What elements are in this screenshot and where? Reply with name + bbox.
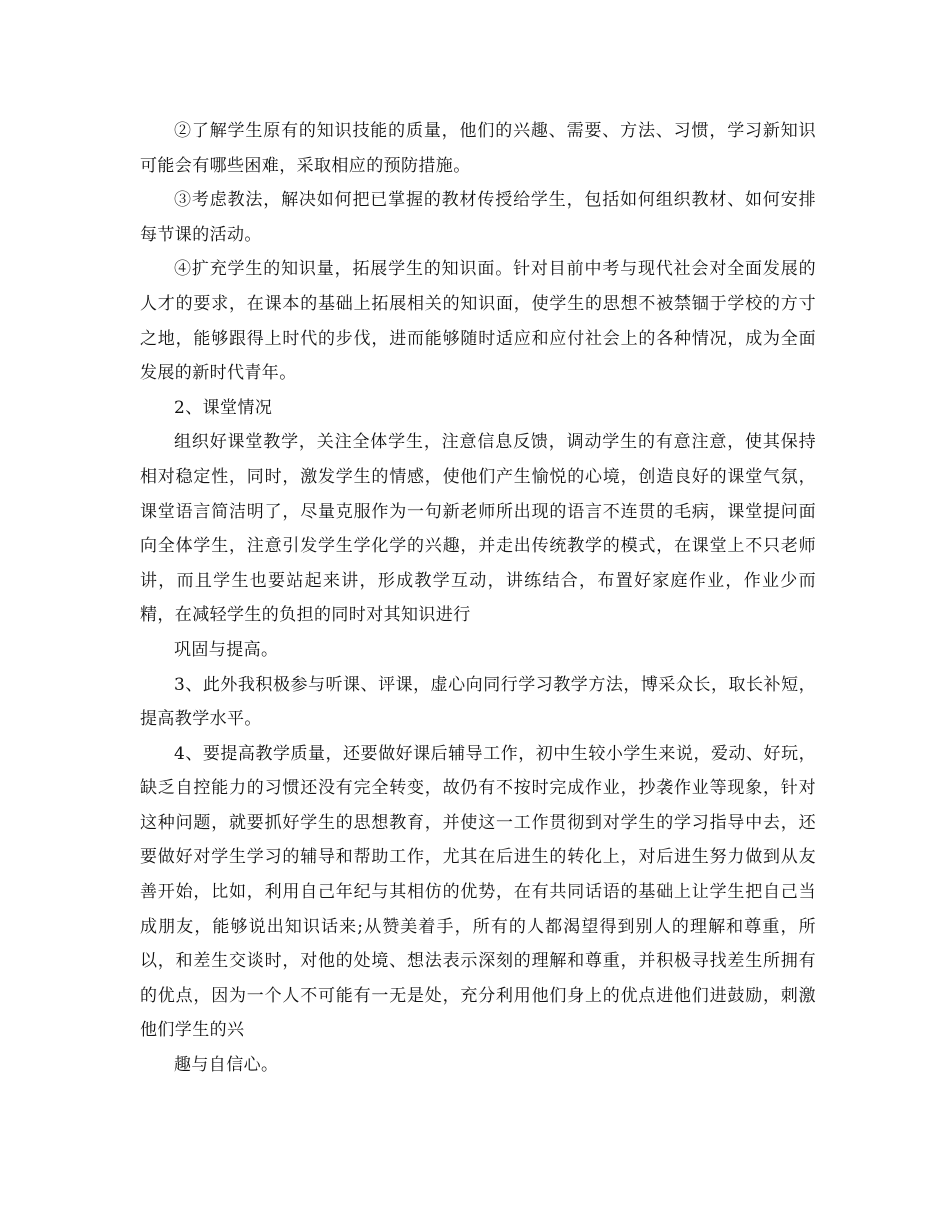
document-body bbox=[140, 114, 816, 1083]
paragraph-understand-students: ②了解学生原有的知识技能的质量，他们的兴趣、需要、方法、习惯，学习新知识可能会有哪些困难，采取相应的预防措施。 bbox=[140, 121, 816, 176]
paragraph-lesson-observation: 3、此外我积极参与听课、评课，虚心向同行学习教学方法，博采众长，取长补短，提高教学水平。 bbox=[140, 674, 816, 730]
paragraph-expand-knowledge: ④扩充学生的知识量，拓展学生的知识面。针对目前中考与现代社会对全面发展的人才的要求，在课本的基础上拓展相关的知识面，使学生的思想不被禁锢于学校的方寸之地，能够跟得上时代的步伐，进而能够随时适应和应付社会上的各种情况，成为全面发展的新时代青年。 bbox=[140, 259, 816, 384]
section-heading-classroom: 2、课堂情况 bbox=[174, 397, 273, 418]
paragraph-teaching-methods: ③考虑教法，解决如何把已掌握的教材传授给学生，包括如何组织教材、如何安排每节课的活动。 bbox=[140, 190, 816, 245]
paragraph-confidence: 趣与自信心。 bbox=[174, 1055, 279, 1076]
paragraph-after-class-tutoring: 4、要提高教学质量，还要做好课后辅导工作，初中生较小学生来说，爱动、好玩，缺乏自控能力的习惯还没有完全转变，故仍有不按时完成作业，抄袭作业等现象，针对这种问题，就要抓好学生的思想教育，并使这一工作贯彻到对学生的学习指导中去，还要做好对学生学习的辅导和帮助工作，尤其在后进生的转化上，对后进生努力做到从友善开始，比如，利用自己年纪与其相仿的优势，在有共同话语的基础上让学生把自己当成朋友，能够说出知识话来;从赞美着手，所有的人都渴望得到别人的理解和尊重，所以，和差生交谈时，对他的处境、想法表示深刻的理解和尊重，并积极寻找差生所拥有的优点，因为一个人不可能有一无是处，充分利用他们身上的优点进他们进鼓励，刺激他们学生的兴 bbox=[140, 743, 816, 1041]
paragraph-consolidate: 巩固与提高。 bbox=[174, 639, 279, 660]
paragraph-classroom-teaching: 组织好课堂教学，关注全体学生，注意信息反馈，调动学生的有意注意，使其保持相对稳定性，同时，激发学生的情感，使他们产生愉悦的心境，创造良好的课堂气氛，课堂语言简洁明了，尽量克服作为一句新老师所出现的语言不连贯的毛病，课堂提问面向全体学生，注意引发学生学化学的兴趣，并走出传统教学的模式，在课堂上不只老师讲，而且学生也要站起来讲，形成教学互动，讲练结合，布置好家庭作业，作业少而精，在减轻学生的负担的同时对其知识进行 bbox=[140, 432, 816, 626]
